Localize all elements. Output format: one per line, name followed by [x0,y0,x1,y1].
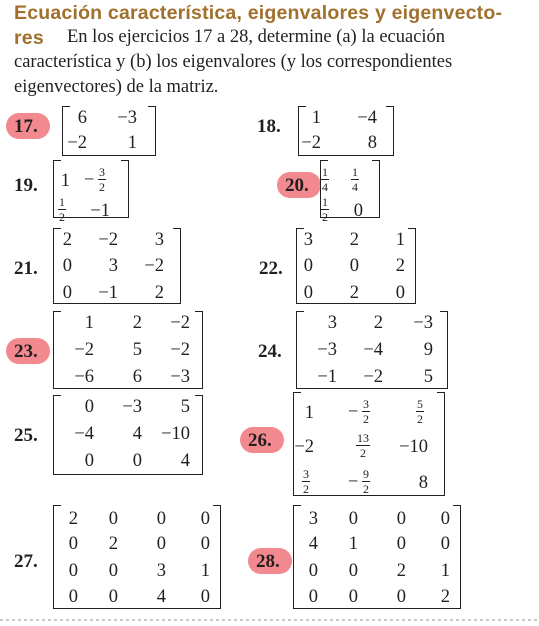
bracket-gap-bottom [70,154,148,157]
matrix-cell: 4 [132,424,142,444]
matrix-cell: 2 [62,230,72,250]
matrix-cell: 1 [348,534,358,554]
matrix-cell: 2 [108,534,118,554]
matrix-cell: −3 [117,108,137,128]
matrix-cell: 6 [132,367,142,387]
fraction-denominator: 2 [322,210,328,224]
bracket-gap-bottom [61,302,173,305]
matrix-cell: 0 [68,587,78,607]
matrix-cell: −3 [413,313,433,333]
matrix-cell: 0 [68,561,78,581]
matrix-cell: −2 [67,133,87,153]
matrix-cell: 5 [423,367,433,387]
fraction-numerator: 5 [417,397,423,411]
fraction-numerator: 13 [357,431,369,445]
bracket-gap-bottom [301,494,437,497]
matrix-cell: 1 [311,108,321,128]
matrix-cell: 0 [348,509,358,529]
fraction-denominator: 4 [352,180,358,194]
matrix-cell: 1 [395,230,405,250]
bracket-gap-bottom [301,607,453,610]
section-title-line-1: Ecuación característica, eigenvalores y eigenvecto- [14,2,503,24]
matrix-cell: 0 [349,256,359,276]
matrix-cell: 0 [353,201,363,221]
matrix-bracket [298,106,394,156]
fraction-numerator: 1 [322,195,328,209]
exercise-number: 25. [14,425,38,446]
instructions-line-3: eigenvectores) de la matriz. [14,77,219,97]
matrix-cell: −4 [357,108,377,128]
matrix-cell: 3 [308,509,318,529]
matrix-cell: 4 [180,451,190,471]
matrix-bracket [53,228,181,304]
section-title-line-2: res [14,27,44,49]
fraction [351,166,359,193]
matrix-bracket [296,311,448,389]
matrix-cell: −1 [98,283,118,303]
fraction-denominator: 2 [363,412,369,426]
matrix-cell: 0 [348,561,358,581]
matrix-cell: −2 [170,340,190,360]
fraction [58,196,66,223]
matrix-cell: 0 [108,509,118,529]
exercise-number: 20. [285,175,309,196]
matrix-cell: 0 [132,451,142,471]
matrix-cell: −2 [98,230,118,250]
exercise-number: 18. [257,116,281,137]
fraction [98,166,106,193]
exercise-number: 26. [248,430,272,451]
matrix-bracket [62,106,156,156]
fraction-numerator: 1 [352,165,358,179]
exercise-number: 27. [14,551,38,572]
bracket-gap-top [61,504,213,507]
matrix-cell: 0 [308,561,318,581]
matrix-cell: 0 [200,509,210,529]
matrix-cell: −10 [161,424,190,444]
fraction-denominator: 2 [59,210,65,224]
matrix-cell: −2 [294,437,314,457]
matrix-cell: 1 [127,133,137,153]
matrix-cell: 2 [68,509,78,529]
fraction-numerator: 1 [322,165,328,179]
matrix-cell: 0 [440,534,450,554]
matrix-bracket [53,160,129,224]
matrix-cell: −6 [74,367,94,387]
fraction-numerator: 3 [99,165,105,179]
bracket-gap-bottom [328,216,372,219]
minus-sign: − [348,402,359,422]
fraction [321,166,329,193]
matrix-cell: 8 [367,133,377,153]
bracket-gap-bottom [306,154,386,157]
matrix-cell: 0 [108,587,118,607]
matrix-cell: 0 [156,509,166,529]
bracket-gap-bottom [61,473,195,476]
matrix-cell: 0 [84,451,94,471]
matrix-cell: −3 [122,397,142,417]
exercise-number: 17. [14,116,38,137]
matrix-cell: 3 [156,561,166,581]
page-bottom-rule [0,619,539,621]
fraction-denominator: 4 [322,180,328,194]
fraction-numerator: 3 [303,467,309,481]
matrix-cell: 1 [84,313,94,333]
matrix-cell: 2 [440,587,450,607]
matrix-cell: 2 [154,283,164,303]
matrix-cell: 5 [132,340,142,360]
bracket-gap-bottom [61,387,195,390]
fraction-denominator: 2 [99,180,105,194]
matrix-cell: −3 [170,367,190,387]
matrix-cell: 1 [200,561,210,581]
fraction [362,398,370,425]
matrix-cell: 9 [423,340,433,360]
exercise-number: 28. [256,551,280,572]
matrix-cell: 4 [308,534,318,554]
bracket-gap-bottom [304,302,408,305]
matrix-cell: 0 [303,256,313,276]
matrix-cell: 5 [180,397,190,417]
bracket-gap-bottom [61,607,213,610]
matrix-cell: −1 [90,201,110,221]
matrix-cell: 0 [396,509,406,529]
matrix-cell: 0 [108,561,118,581]
matrix-bracket [53,505,221,609]
matrix-cell: 2 [349,283,359,303]
matrix-cell: 2 [373,313,383,333]
matrix-bracket [53,311,203,389]
matrix-bracket [53,395,203,475]
matrix-cell: 3 [303,230,313,250]
matrix-bracket [296,228,416,304]
matrix-cell: 0 [440,509,450,529]
matrix-cell: 3 [154,230,164,250]
fraction [302,468,310,495]
matrix-cell: −4 [74,424,94,444]
fraction-numerator: 9 [363,467,369,481]
matrix-cell: 0 [156,534,166,554]
matrix-cell: −2 [301,133,321,153]
exercise-number: 24. [258,341,282,362]
fraction [356,432,370,459]
bracket-gap-top [328,159,372,162]
matrix-cell: 0 [62,256,72,276]
matrix-cell: −10 [399,437,428,457]
minus-sign: − [348,472,359,492]
matrix-cell: 2 [132,313,142,333]
instructions-line-2: característica y (b) los eigenvalores (y los correspondientes [14,52,453,72]
matrix-cell: 0 [303,283,313,303]
matrix-cell: 0 [396,534,406,554]
bracket-gap-top [301,391,437,394]
matrix-cell: −2 [74,340,94,360]
exercise-number: 22. [259,258,283,279]
matrix-cell: 3 [327,313,337,333]
matrix-cell: 1 [60,171,70,191]
matrix-cell: −4 [363,340,383,360]
matrix-cell: 0 [84,397,94,417]
bracket-gap-top [301,504,453,507]
fraction-denominator: 2 [417,412,423,426]
exercise-number: 19. [14,175,38,196]
matrix-cell: −2 [170,313,190,333]
matrix-cell: −2 [144,256,164,276]
fraction [321,196,329,223]
matrix-cell: 0 [395,283,405,303]
matrix-cell: 6 [77,108,87,128]
matrix-cell: 1 [304,403,314,423]
minus-sign: − [84,170,95,190]
matrix-cell: 0 [308,587,318,607]
instructions-line-1: En los ejercicios 17 a 28, determine (a) la ecuación [67,27,446,47]
matrix-cell: 0 [396,587,406,607]
fraction-numerator: 1 [59,195,65,209]
bracket-gap-top [61,159,121,162]
matrix-cell: 8 [418,473,428,493]
matrix-cell: 3 [108,256,118,276]
matrix-cell: 4 [156,587,166,607]
matrix-cell: 2 [396,561,406,581]
fraction-numerator: 3 [363,397,369,411]
matrix-cell: −3 [317,340,337,360]
bracket-gap-bottom [304,387,440,390]
matrix-cell: 0 [68,534,78,554]
exercise-number: 21. [14,258,38,279]
matrix-bracket [293,392,445,496]
fraction [416,398,424,425]
matrix-bracket [320,160,380,224]
matrix-cell: 0 [348,587,358,607]
exercise-number: 23. [14,341,38,362]
fraction-denominator: 2 [363,482,369,496]
matrix-cell: 2 [349,230,359,250]
fraction-denominator: 2 [303,482,309,496]
fraction [362,468,370,495]
matrix-cell: −1 [317,367,337,387]
fraction-denominator: 2 [360,446,366,460]
matrix-bracket [293,505,461,609]
matrix-cell: 0 [200,587,210,607]
matrix-cell: 0 [62,283,72,303]
matrix-cell: −2 [363,367,383,387]
matrix-cell: 2 [395,256,405,276]
matrix-cell: 1 [440,561,450,581]
matrix-cell: 0 [200,534,210,554]
